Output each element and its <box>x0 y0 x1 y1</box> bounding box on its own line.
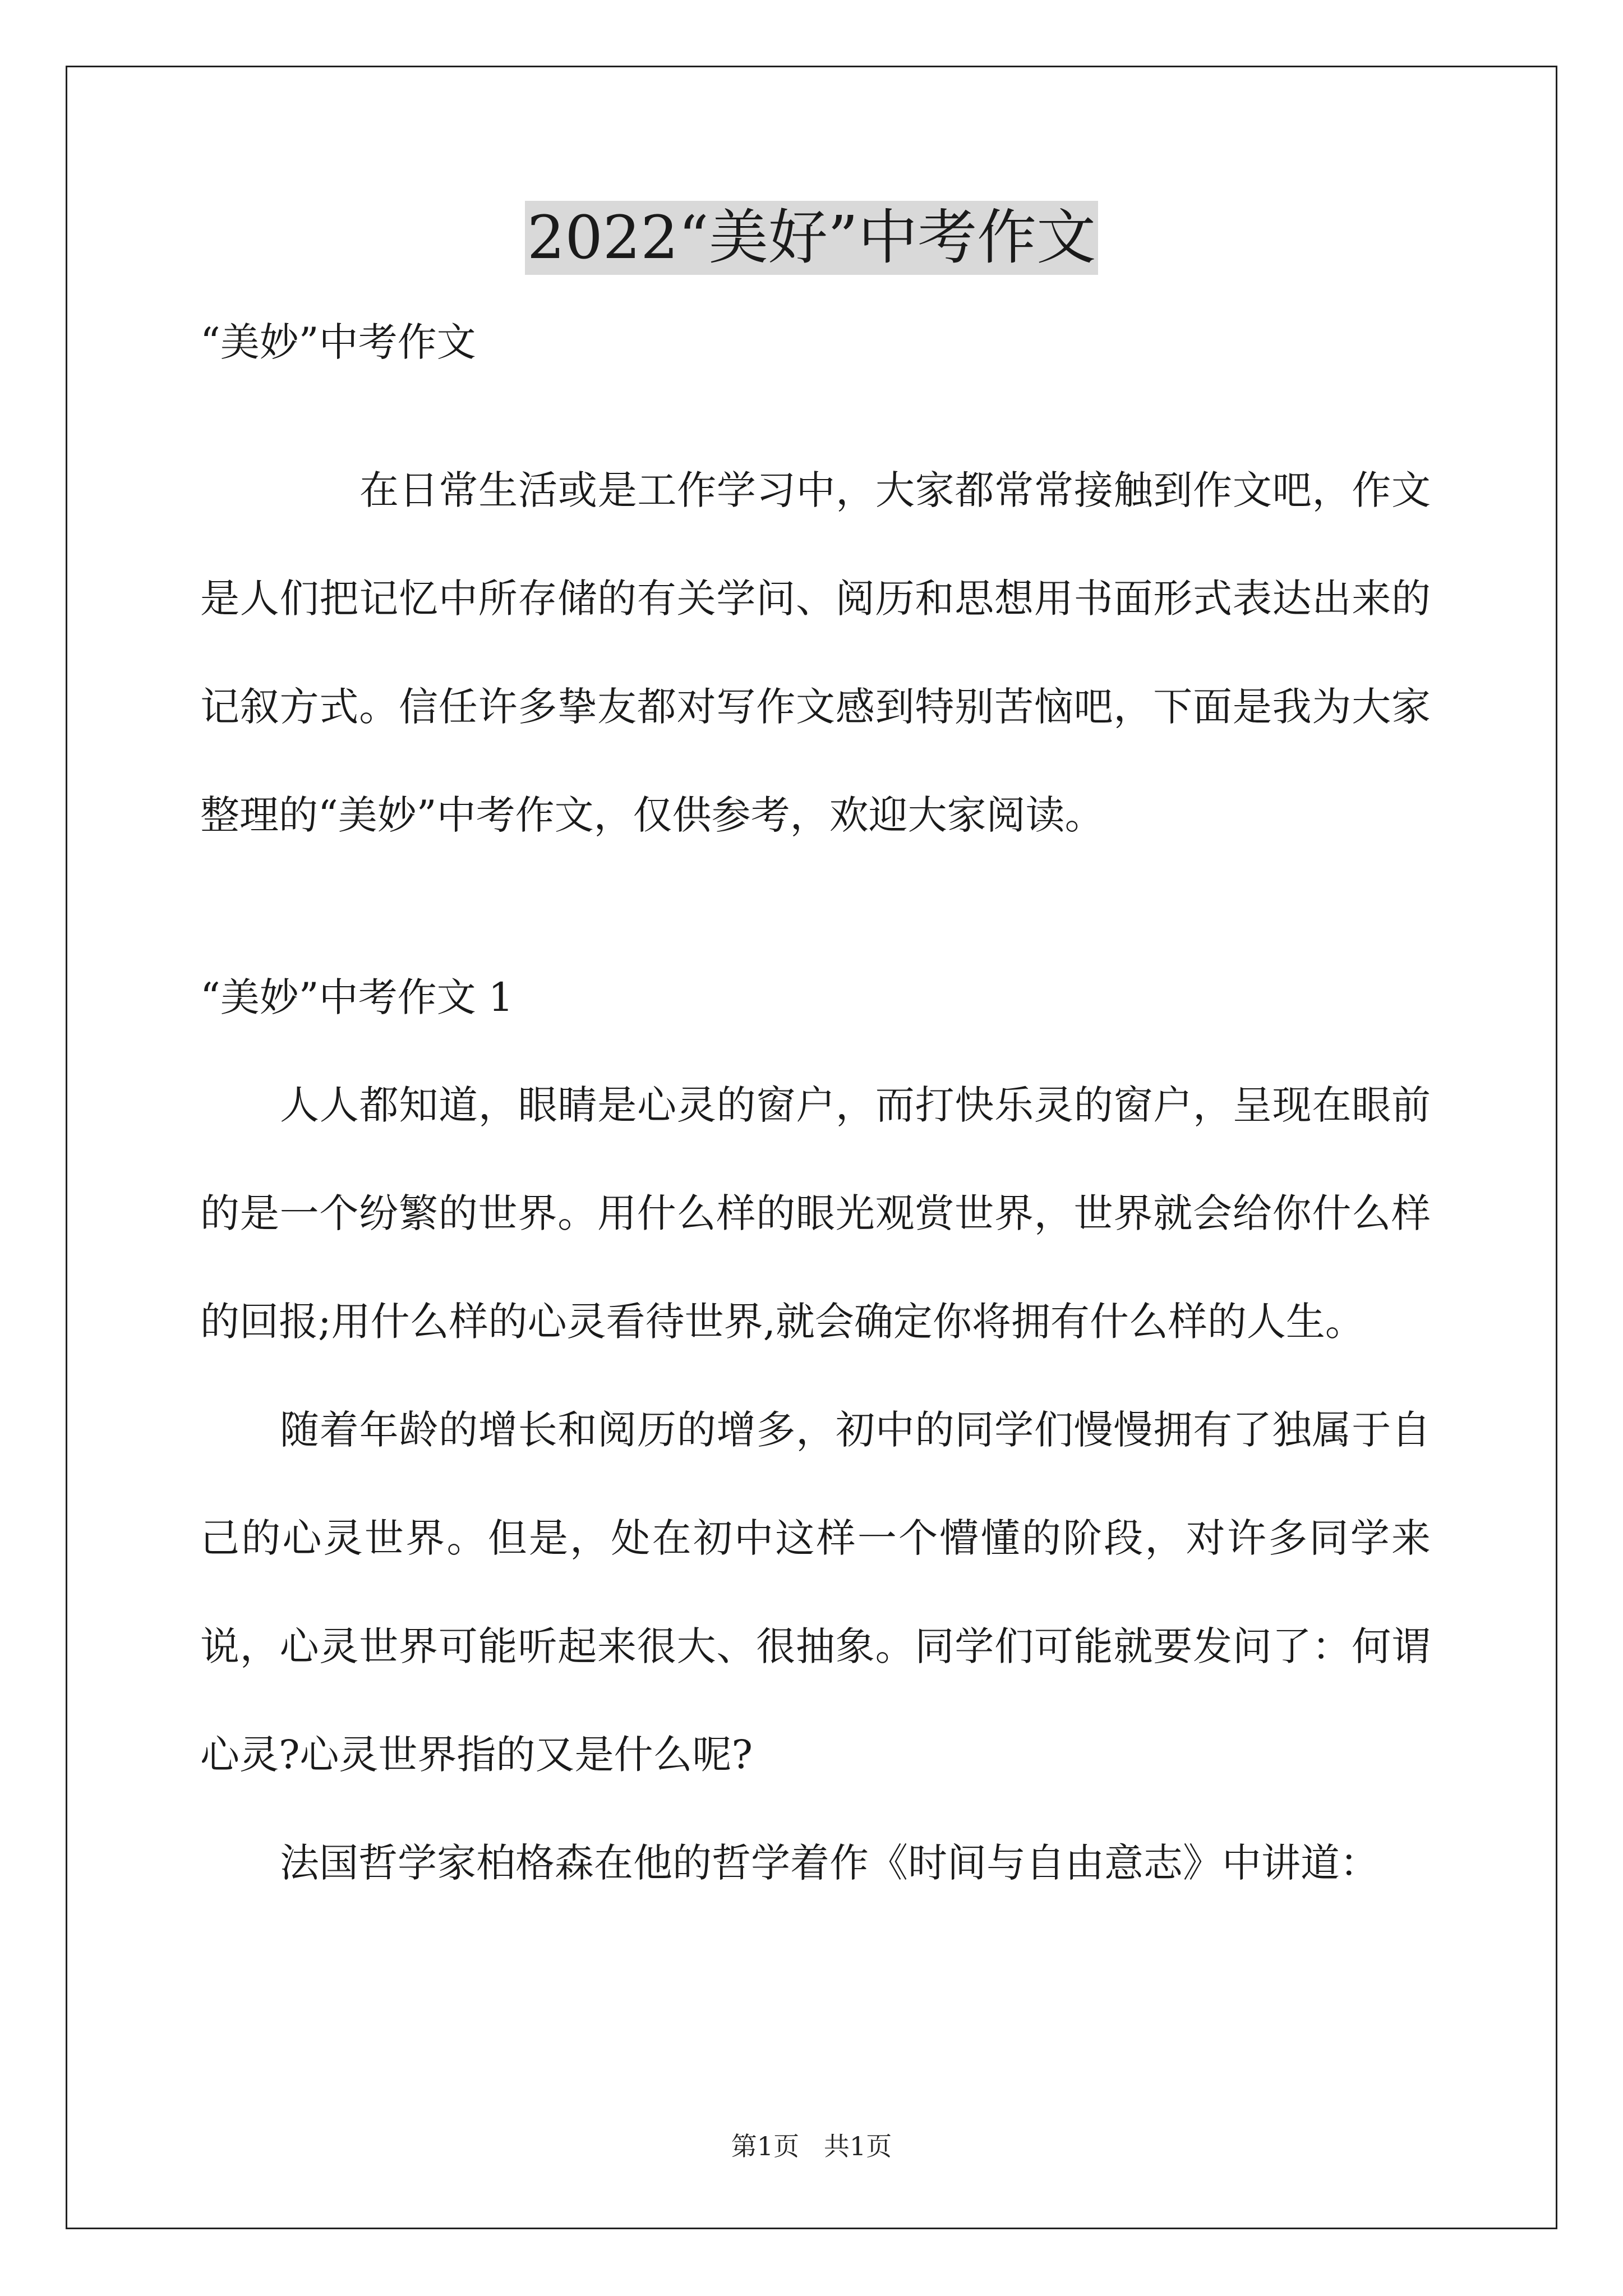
body-paragraph: 人人都知道，眼睛是心灵的窗户，而打快乐灵的窗户，呈现在眼前的是一个纷繁的世界。用什么样的眼光观赏世界，世界就会给你什么样的回报;用什么样的心灵看待世界,就会确定你将拥有什么样的人生。 <box>200 1082 1431 1345</box>
intro-heading: “美妙”中考作文 <box>200 319 476 365</box>
intro-paragraph: 在日常生活或是工作学习中，大家都常常接触到作文吧，作文是人们把记忆中所存储的有关学问、阅历和思想用书面形式表达出来的记叙方式。信任许多挚友都对写作文感到特别苦恼吧，下面是我为大家整理的“美妙”中考作文，仅供参考，欢迎大家阅读。 <box>200 467 1431 838</box>
body-paragraph: 随着年龄的增长和阅历的增多，初中的同学们慢慢拥有了独属于自己的心灵世界。但是，处在初中这样一个懵懂的阶段，对许多同学来说，心灵世界可能听起来很大、很抽象。同学们可能就要发问了：何谓心灵?心灵世界指的又是什么呢? <box>200 1407 1431 1778</box>
section-heading: “美妙”中考作文 1 <box>200 974 514 1020</box>
body-paragraph: 法国哲学家柏格森在他的哲学着作《时间与自由意志》中讲道： <box>280 1840 1379 1886</box>
document-title: 2022“美好”中考作文 <box>525 201 1098 275</box>
title-container <box>0 201 1623 275</box>
document-body <box>200 314 1431 1917</box>
page-footer: 第1页 共1页 <box>731 2131 892 2161</box>
